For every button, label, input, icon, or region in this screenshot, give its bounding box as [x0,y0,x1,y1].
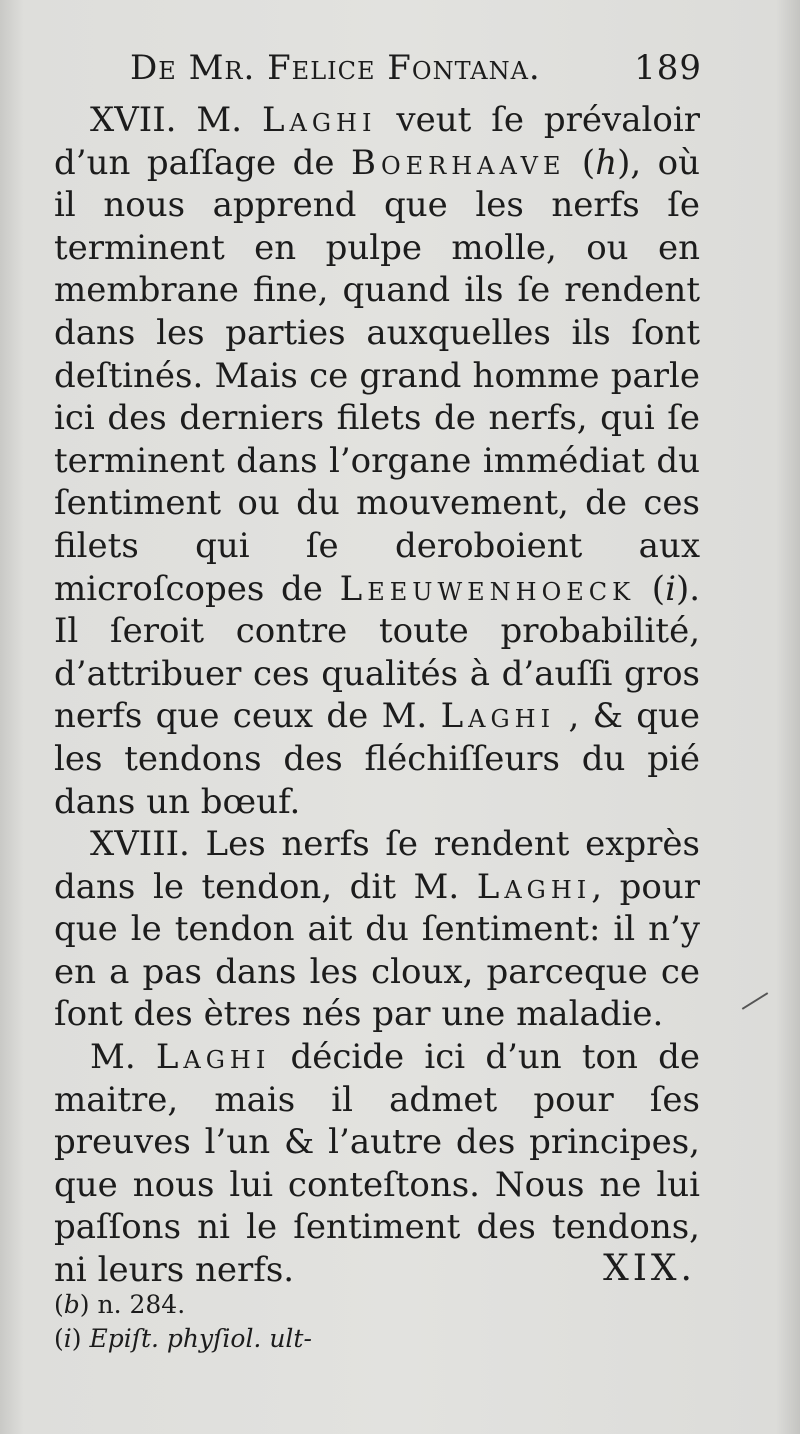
footnote-mark: b [63,1290,80,1319]
name-small-caps: Laghi [476,866,592,907]
footnote-b: (b) n. 284. [54,1290,186,1319]
running-title: De Mr. Felice Fontana. [130,48,541,88]
margin-mark [742,992,769,1010]
text-run: M. [90,1037,156,1078]
text-run: ), où il nous apprend que les nerfs ſe terminent en pulpe molle, ou en membrane fine, quand ils ſe rendent dans les parties auxquelles ils ſont deſtinés. Mais ce grand homme parle ici des derniers filets de nerfs, qui ſe terminent dans l’organe immédiat du ſentiment ou du mouvement, de ces filets qui ſe deroboient aux microſcopes de [54,142,700,609]
text-run: ). Il ſeroit contre toute probabilité, d’attribuer ces qualités à d’auſſi gros nerfs que ceux de M. [54,568,701,737]
footnote-i: (i) Epiſt. phyſiol. ult- [54,1324,312,1353]
name-small-caps: Laghi [261,100,377,140]
footnote-reference: i [665,568,676,609]
page-number: 189 [634,48,702,88]
catchword: XIX. [603,1248,696,1289]
footnote-text: n. 284. [97,1290,186,1319]
footnote-reference: h [595,142,618,183]
text-run: XVIII. Les nerfs ſe rendent exprès dans le tendon, dit M. [54,824,700,907]
name-small-caps: Boerhaave [350,142,566,183]
footnote-text: Epiſt. phyſiol. ult- [89,1324,312,1353]
text-run: décide ici d’un ton de maitre, mais il admet pour ſes preuves l’un & l’autre des principes, que nous lui conteſtons. Nous ne lui paſſons ni le ſentiment des tendons, ni leurs nerfs. [54,1037,700,1291]
footnotes [54,1288,694,1356]
text-run: ( [635,568,666,609]
text-run: veut ſe prévaloir d’un paſſage de [54,100,700,183]
name-small-caps: Laghi [155,1037,271,1078]
body-text [54,99,700,1292]
paragraph-xvii [54,99,700,823]
text-run: XVII. M. [90,100,262,140]
text-run: , & que les tendons des fléchiſſeurs du pié dans un bœuf. [54,696,701,822]
text-run: , pour que le tendon ait du ſentiment: il n’y en a pas dans les cloux, parceque ce ſont des ètres nés par une maladie. [54,866,700,1035]
name-small-caps: Laghi [440,696,556,737]
text-run: ( [565,142,596,183]
paragraph-xviii [54,823,700,1036]
name-small-caps: Leeuwenhoeck [339,568,636,609]
footnote-mark: i [63,1324,72,1353]
running-head [130,48,702,98]
